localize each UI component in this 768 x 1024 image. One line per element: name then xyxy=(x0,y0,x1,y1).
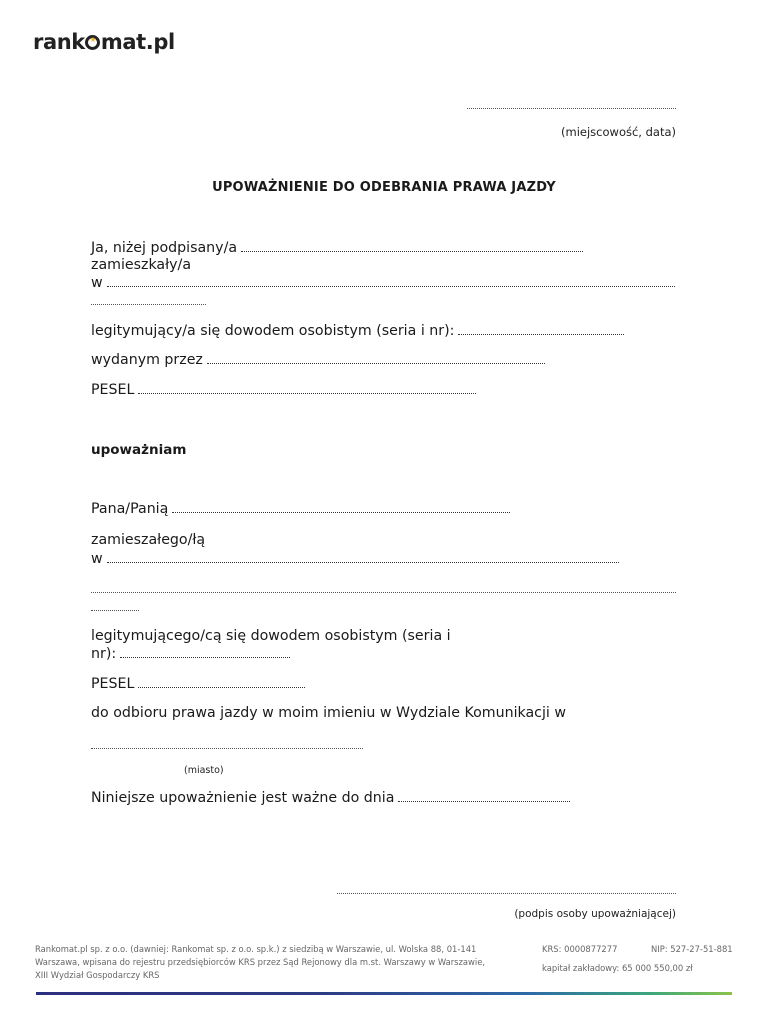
grantee-name-field[interactable] xyxy=(172,511,510,513)
footer-company-line-1: Rankomat.pl sp. z o.o. (dawniej: Rankomat sp. z o.o. sp.k.) z siedzibą w Warszawie, ul. Wolska 88, 01-141 xyxy=(35,944,477,954)
grantor-name-line xyxy=(91,240,583,256)
signature-caption: (podpis osoby upoważniającej) xyxy=(514,908,676,920)
grantee-w-label: w xyxy=(91,551,103,567)
grantee-name-label: Pana/Panią xyxy=(91,501,169,517)
place-date-caption: (miejscowość, data) xyxy=(561,125,676,139)
grantor-w-line xyxy=(91,275,675,291)
grantor-id-line xyxy=(91,323,624,339)
grantee-id-field[interactable] xyxy=(120,656,290,658)
logo-text-end: mat.pl xyxy=(100,30,175,54)
purpose-text: do odbioru prawa jazdy w moim imieniu w Wydziale Komunikacji w xyxy=(91,705,566,721)
place-date-field[interactable] xyxy=(467,108,676,109)
grantor-name-field[interactable] xyxy=(241,250,583,252)
grantee-address-field-3[interactable] xyxy=(91,610,139,611)
footer-company-line-3: XIII Wydział Gospodarczy KRS xyxy=(35,970,160,980)
grantor-issued-label: wydanym przez xyxy=(91,352,203,368)
grantor-address-label: zamieszkały/a xyxy=(91,257,192,273)
grantee-pesel-line xyxy=(91,676,305,692)
grantor-pesel-line xyxy=(91,382,476,398)
grantor-issued-field[interactable] xyxy=(207,362,545,364)
grantor-id-label: legitymujący/a się dowodem osobistym (seria i nr): xyxy=(91,323,455,339)
grantee-id-label: nr): xyxy=(91,646,117,662)
grantor-issued-line xyxy=(91,352,545,368)
valid-until-line xyxy=(91,790,570,806)
footer-krs: KRS: 0000877277 xyxy=(542,944,618,954)
footer-company-line-2: Warszawa, wpisana do rejestru przedsiębiorców KRS przez Sąd Rejonowy dla m.st. Warszawy w Warszawie, xyxy=(35,957,486,967)
grantee-address-field[interactable] xyxy=(107,561,619,563)
grantee-address-label: zamieszałego/łą xyxy=(91,532,206,548)
grantor-name-label: Ja, niżej podpisany/a xyxy=(91,240,238,256)
grantor-w-label: w xyxy=(91,275,103,291)
footer-nip: NIP: 527-27-51-881 xyxy=(651,944,733,954)
footer-capital: kapitał zakładowy: 65 000 550,00 zł xyxy=(542,963,693,973)
grantee-name-line xyxy=(91,501,510,517)
grantee-address-field-2[interactable] xyxy=(91,592,676,593)
rankomat-logo xyxy=(33,30,175,54)
city-field[interactable] xyxy=(91,748,363,749)
grantee-pesel-label: PESEL xyxy=(91,676,135,692)
grantor-pesel-field[interactable] xyxy=(138,392,476,394)
logo-star-icon xyxy=(85,35,100,50)
grantor-pesel-label: PESEL xyxy=(91,382,135,398)
footer-gradient-bar xyxy=(36,992,732,995)
grantor-address-field[interactable] xyxy=(107,285,675,287)
valid-until-label: Niniejsze upoważnienie jest ważne do dnia xyxy=(91,790,395,806)
document-title: UPOWAŻNIENIE DO ODEBRANIA PRAWA JAZDY xyxy=(212,180,556,195)
grantor-id-field[interactable] xyxy=(458,333,624,335)
footer-company-info xyxy=(35,943,485,982)
grantee-id-line-1: legitymującego/cą się dowodem osobistym (seria i xyxy=(91,628,451,644)
valid-until-field[interactable] xyxy=(398,800,570,802)
grantee-id-line-2 xyxy=(91,646,290,662)
grantor-address-field-continued[interactable] xyxy=(91,304,206,305)
grantee-w-line xyxy=(91,551,619,567)
authorize-word: upoważniam xyxy=(91,442,187,458)
logo-text-start: rank xyxy=(33,30,85,54)
signature-field[interactable] xyxy=(337,893,676,894)
city-caption: (miasto) xyxy=(184,765,224,776)
grantee-pesel-field[interactable] xyxy=(138,686,305,688)
